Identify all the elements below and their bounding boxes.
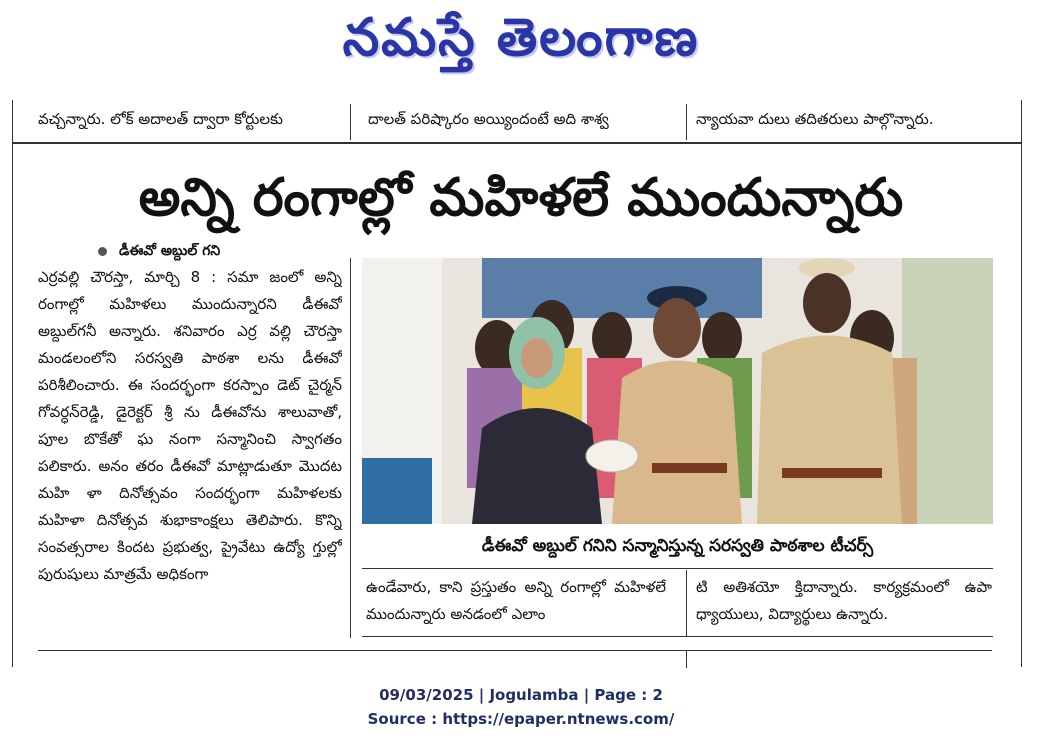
photo-illustration (362, 258, 993, 524)
col-divider-1 (350, 258, 351, 638)
newspaper-logo: నమస్తే తెలంగాణ (342, 8, 700, 68)
top-strip-divider-1 (350, 104, 351, 140)
byline-text: డీఈవో అబ్దుల్ గని (119, 243, 221, 259)
article-photo (362, 258, 993, 524)
col-divider-2 (686, 570, 687, 636)
story-bottom-rule (362, 636, 993, 637)
prev-story-col3: న్యాయవా దులు తదితరులు పాల్గొన్నారు. (696, 110, 934, 128)
caption-rule (362, 568, 993, 569)
article-body-col1: ఎర్రవల్లి చౌరస్తా, మార్చి 8 : సమా జంలో అన్ని రంగాల్లో మహిళలు ముందున్నారని డీఈవో అబ్దుల్‌గనీ అన్నారు. శనివారం ఎర్ర వల్లి చౌరస్తా మండలంలోని సరస్వతి పాఠశా లను డీఈవో పరిశీలించారు. ఈ సందర్భంగా కరస్పాం డెట్ చైర్మన్ గోవర్ధన్‌రెడ్డి, డైరెక్టర్ శ్రీ ను డీఈవోను శాలువాతో, పూల బొకేతో ఘ నంగా సన్మానించి స్వాగతం పలికారు. అనం తరం డీఈవో మాట్లాడుతూ మొదట మహి ళా దినోత్సవం సందర్భంగా మహిళలకు మహిళా దినోత్సవ శుభాకాంక్షలు తెలిపారు. కొన్ని సంవత్సరాల కిందట ప్రభుత్వ, ప్రైవేటు ఉద్యో గ్తుల్లో పురుషులు మాత్రమే అధికంగా (38, 268, 342, 583)
article-body-col3: టి అతిశయో క్తిదాన్నారు. కార్యక్రమంలో ఉపా ధ్యాయులు, విద్యార్థులు ఉన్నారు. (696, 578, 992, 623)
bullet-icon (98, 247, 107, 256)
page-bottom-rule (38, 650, 992, 651)
footer-date-edition: 09/03/2025 | Jogulamba | Page : 2 (379, 686, 663, 704)
story-top-rule (12, 142, 1022, 144)
top-strip-divider-2 (686, 104, 687, 140)
prev-story-col1: వచ్చన్నారు. లోక్ అదాలత్ ద్వారా కోర్టులకు (38, 110, 284, 128)
bottom-divider (686, 650, 687, 668)
footer-source: Source : https://epaper.ntnews.com/ (367, 710, 675, 728)
photo-caption: డీఈవో అబ్దుల్ గనిని సన్మానిస్తున్న సరస్వతి పాఠశాల టీచర్స్ (481, 536, 874, 556)
masthead (0, 0, 1042, 100)
byline (98, 243, 220, 262)
article-body-col2: ఉండేవారు, కాని ప్రస్తుతం అన్ని రంగాల్లో మహిళలే ముందున్నారు అనడంలో ఎలాం (366, 578, 666, 623)
prev-story-col2: దాలత్ పరిష్కారం అయ్యిందంటే అది శాశ్వ (368, 110, 609, 128)
article-headline: అన్ని రంగాల్లో మహిళలే ముందున్నారు (138, 168, 904, 228)
